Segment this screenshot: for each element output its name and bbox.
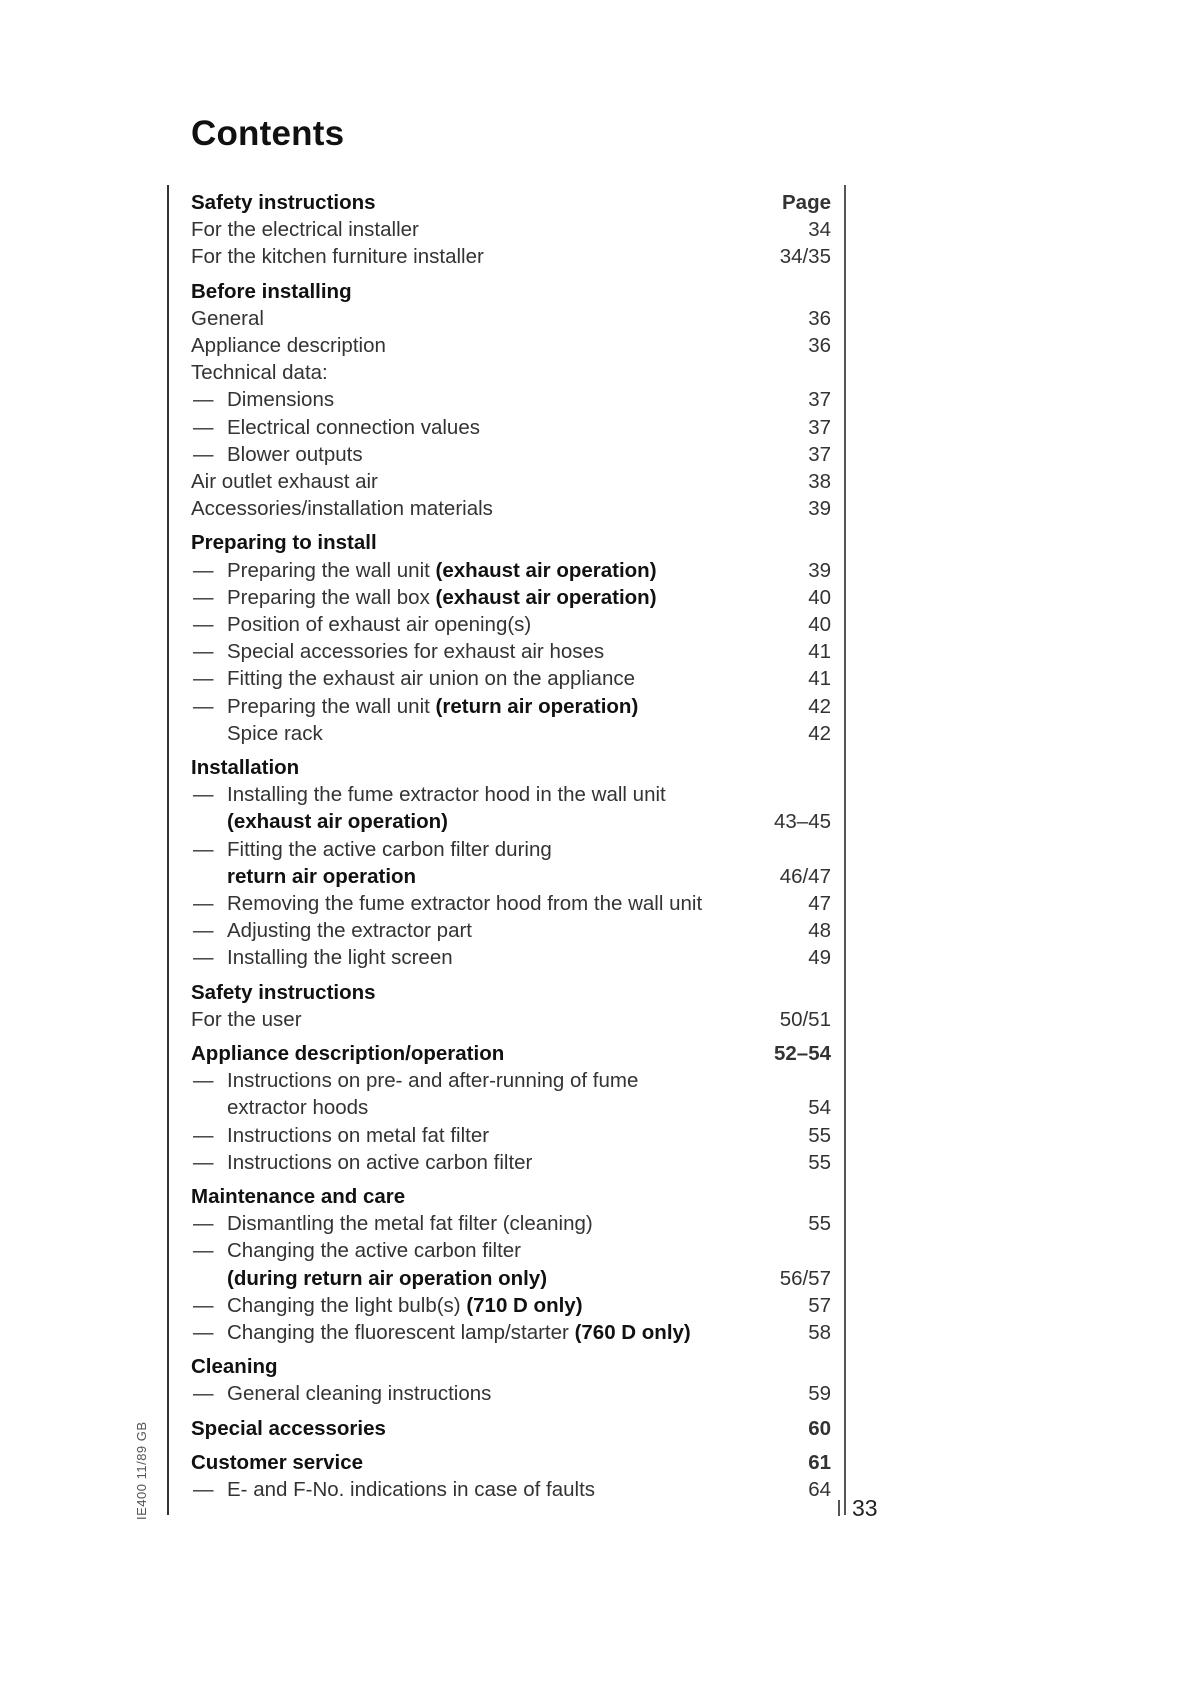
entry-text [227,1123,489,1149]
toc-entry [191,387,831,413]
toc-entry [191,1068,831,1094]
toc-entry [191,945,831,971]
entry-text [227,1211,593,1237]
entry-label: Dimensions [227,388,335,412]
dash-marker: — [193,1150,214,1174]
dash-marker: — [193,919,214,943]
entry-text [227,612,531,638]
dash-marker: — [193,1239,214,1263]
dash-marker: — [193,694,214,718]
page-ref: 37 [808,442,831,466]
section-heading [191,1416,831,1442]
entry-text [227,694,638,720]
entry-text [227,891,702,917]
entry-label: Electrical connection values [227,415,480,439]
entry-label: Fitting the active carbon filter during [227,837,552,861]
entry-label: Installing the light screen [227,946,453,970]
entry-text [227,415,480,441]
page-ref: 56/57 [779,1266,831,1290]
entry-label: Instructions on pre- and after-running of fume [227,1069,639,1093]
toc-entry [191,918,831,944]
document-code: IE400 11/89 GB [134,1421,149,1520]
entry-label: Fitting the exhaust air union on the appliance [227,667,635,691]
entry-label: For the electrical installer [191,218,419,242]
entry-label: General [191,306,264,330]
dash-marker: — [193,585,214,609]
page-ref: 50/51 [779,1007,831,1031]
dash-marker: — [193,892,214,915]
page-number-divider [838,1500,840,1516]
page-ref: 41 [808,640,831,664]
toc-entry [191,809,831,835]
section-heading-text: Before installing [191,279,352,303]
dash-marker: — [193,946,214,970]
page-ref: 42 [808,694,831,718]
entry-text [191,469,378,495]
toc-entry [191,585,831,611]
dash-marker: — [193,640,214,664]
dash-marker: — [193,667,214,691]
entry-label: Instructions on metal fat filter [227,1123,490,1147]
entry-text [227,585,657,611]
entry-text [191,360,328,386]
section-heading-text: Customer service [191,1450,364,1474]
entry-label: Removing the fume extractor hood from the wall unit [227,892,703,915]
page-ref: 64 [808,1478,831,1501]
toc-entry [191,1150,831,1176]
page-ref: 49 [808,946,831,970]
entry-label: Changing the fluorescent lamp/starter [227,1321,569,1344]
entry-label: For the user [191,1007,302,1031]
toc-entry [191,1123,831,1149]
dash-marker: — [193,442,214,466]
entry-label: Blower outputs [227,442,363,466]
entry-label: Preparing the wall unit [227,558,430,582]
entry-text [227,442,363,468]
toc-entry [191,1211,831,1237]
entry-label: Special accessories for exhaust air hoses [227,640,605,664]
entry-emphasis: (exhaust air operation) [227,810,448,834]
toc-entry [191,666,831,692]
entry-label: Preparing the wall box [227,585,430,609]
page-ref: 55 [808,1212,831,1236]
page-ref: 37 [808,388,831,412]
toc-entry [191,1320,831,1346]
entry-text [191,496,493,522]
entry-label: Changing the light bulb(s) [227,1293,461,1317]
page-ref: 57 [808,1293,831,1317]
section-heading [191,279,831,305]
page-ref: 43–45 [773,810,831,834]
dash-marker: — [193,1123,214,1147]
toc-entry [191,891,831,917]
page-ref: 36 [808,306,831,330]
entry-emphasis: (760 D only) [574,1321,691,1344]
entry-label: Changing the active carbon filter [227,1239,522,1263]
toc-entry [191,217,831,243]
entry-text [227,558,657,584]
entry-label: Accessories/installation materials [191,497,493,521]
entry-text [227,782,666,808]
entry-text [227,1266,547,1292]
entry-text [227,1095,368,1121]
entry-text [227,918,472,944]
entry-label: Appliance description [191,334,386,357]
page-ref: 41 [808,667,831,691]
section-heading [191,755,831,781]
toc-entry [191,1293,831,1319]
toc-entry [191,782,831,808]
toc-entry [191,1266,831,1292]
toc-entry [191,1238,831,1264]
entry-text [191,333,386,359]
dash-marker: — [193,1069,214,1093]
entry-label: Position of exhaust air opening(s) [227,613,532,636]
section-heading-text: Safety instructions [191,980,376,1004]
entry-label: Air outlet exhaust air [191,470,378,493]
entry-text [227,945,453,971]
page-ref: 37 [808,415,831,439]
entry-emphasis: (exhaust air operation) [435,558,657,582]
section-heading-text: Installation [191,756,300,779]
dash-marker: — [193,1382,214,1406]
entry-text [227,837,552,863]
page-ref: 40 [808,613,831,636]
entry-text [191,217,419,243]
entry-label: Adjusting the extractor part [227,919,472,943]
toc-entry [191,694,831,720]
dash-marker: — [193,1212,214,1236]
section-heading-text: Cleaning [191,1355,278,1379]
entry-emphasis: (return air operation) [435,694,639,718]
entry-emphasis: (exhaust air operation) [435,585,657,609]
toc-entry [191,333,831,359]
dash-marker: — [193,1321,214,1344]
entry-label: Preparing the wall unit [227,694,430,718]
toc-entry [191,496,831,522]
entry-label: Spice rack [227,721,323,745]
entry-label: E- and F-No. indications in case of faults [227,1478,596,1501]
table-of-contents [167,185,846,1515]
page-column-header: Page [782,191,831,214]
page-ref: 34 [808,218,831,242]
entry-label: General cleaning instructions [227,1382,492,1406]
dash-marker: — [193,837,214,861]
section-heading [191,1450,831,1476]
section-heading [191,1041,831,1067]
dash-marker: — [193,558,214,582]
entry-text [227,1320,691,1346]
toc-entry [191,1381,831,1407]
entry-label: For the kitchen furniture installer [191,245,484,269]
entry-label: Installing the fume extractor hood in the wall unit [227,783,666,807]
toc-entry [191,360,831,386]
toc-entry [191,1477,831,1503]
entry-text [191,1007,302,1033]
dash-marker: — [193,1478,214,1501]
toc-entry [191,306,831,332]
section-heading [191,980,831,1006]
section-heading-text: Safety instructions [191,191,376,214]
page-title: Contents [191,114,345,153]
page-ref: 38 [808,470,831,493]
entry-label: Dismantling the metal fat filter (cleaning) [227,1212,593,1236]
entry-label: extractor hoods [227,1096,369,1120]
section-heading-text: Special accessories [191,1416,386,1440]
entry-label: Instructions on active carbon filter [227,1150,533,1174]
dash-marker: — [193,1293,214,1317]
page-ref: 54 [808,1096,831,1120]
entry-emphasis: return air operation [227,864,417,888]
page-ref: 40 [808,585,831,609]
entry-text [227,1477,595,1503]
entry-text [191,244,484,270]
toc-entry [191,639,831,665]
page-ref: 42 [808,721,831,745]
toc-entry [191,558,831,584]
section-heading-text: Preparing to install [191,531,377,555]
page-ref: 52–54 [773,1042,831,1065]
page-ref: 55 [808,1123,831,1147]
entry-text [227,864,416,890]
section-heading-text: Appliance description/operation [191,1042,505,1065]
entry-text [227,666,635,692]
toc-entry [191,244,831,270]
entry-text [191,306,264,332]
entry-text [227,721,323,747]
toc-entry [191,837,831,863]
page-ref: 46/47 [779,864,831,888]
entry-text [227,1293,583,1319]
toc-entry [191,864,831,890]
toc-entry [191,1095,831,1121]
entry-text [227,387,334,413]
toc-entry [191,1007,831,1033]
dash-marker: — [193,415,214,439]
entry-text [227,809,448,835]
toc-entry [191,612,831,638]
page-ref: 58 [808,1321,831,1344]
entry-text [227,1381,491,1407]
page-number: 33 [852,1495,878,1521]
page-ref: 39 [808,497,831,521]
toc-entry [191,415,831,441]
page-ref: 61 [808,1450,831,1474]
page-ref: 59 [808,1382,831,1406]
section-heading [191,1354,831,1380]
toc-entry [191,442,831,468]
entry-text [227,639,604,665]
page-ref: 60 [808,1416,831,1440]
entry-label: Technical data: [191,361,328,385]
toc-entry [191,721,831,747]
entry-emphasis: (during return air operation only) [227,1266,548,1290]
page-ref: 47 [808,892,831,915]
page-ref: 48 [808,919,831,943]
entry-emphasis: (710 D only) [466,1293,583,1317]
page-ref: 39 [808,558,831,582]
entry-text [227,1238,521,1264]
section-heading [191,1184,831,1210]
section-heading-text: Maintenance and care [191,1185,406,1208]
page-ref: 34/35 [779,245,831,269]
dash-marker: — [193,783,214,807]
page-ref: 55 [808,1150,831,1174]
dash-marker: — [193,388,214,412]
page-ref: 36 [808,334,831,357]
toc-entry [191,469,831,495]
entry-text [227,1068,638,1094]
section-heading [191,530,831,556]
entry-text [227,1150,532,1176]
dash-marker: — [193,613,214,636]
section-heading [191,190,831,216]
